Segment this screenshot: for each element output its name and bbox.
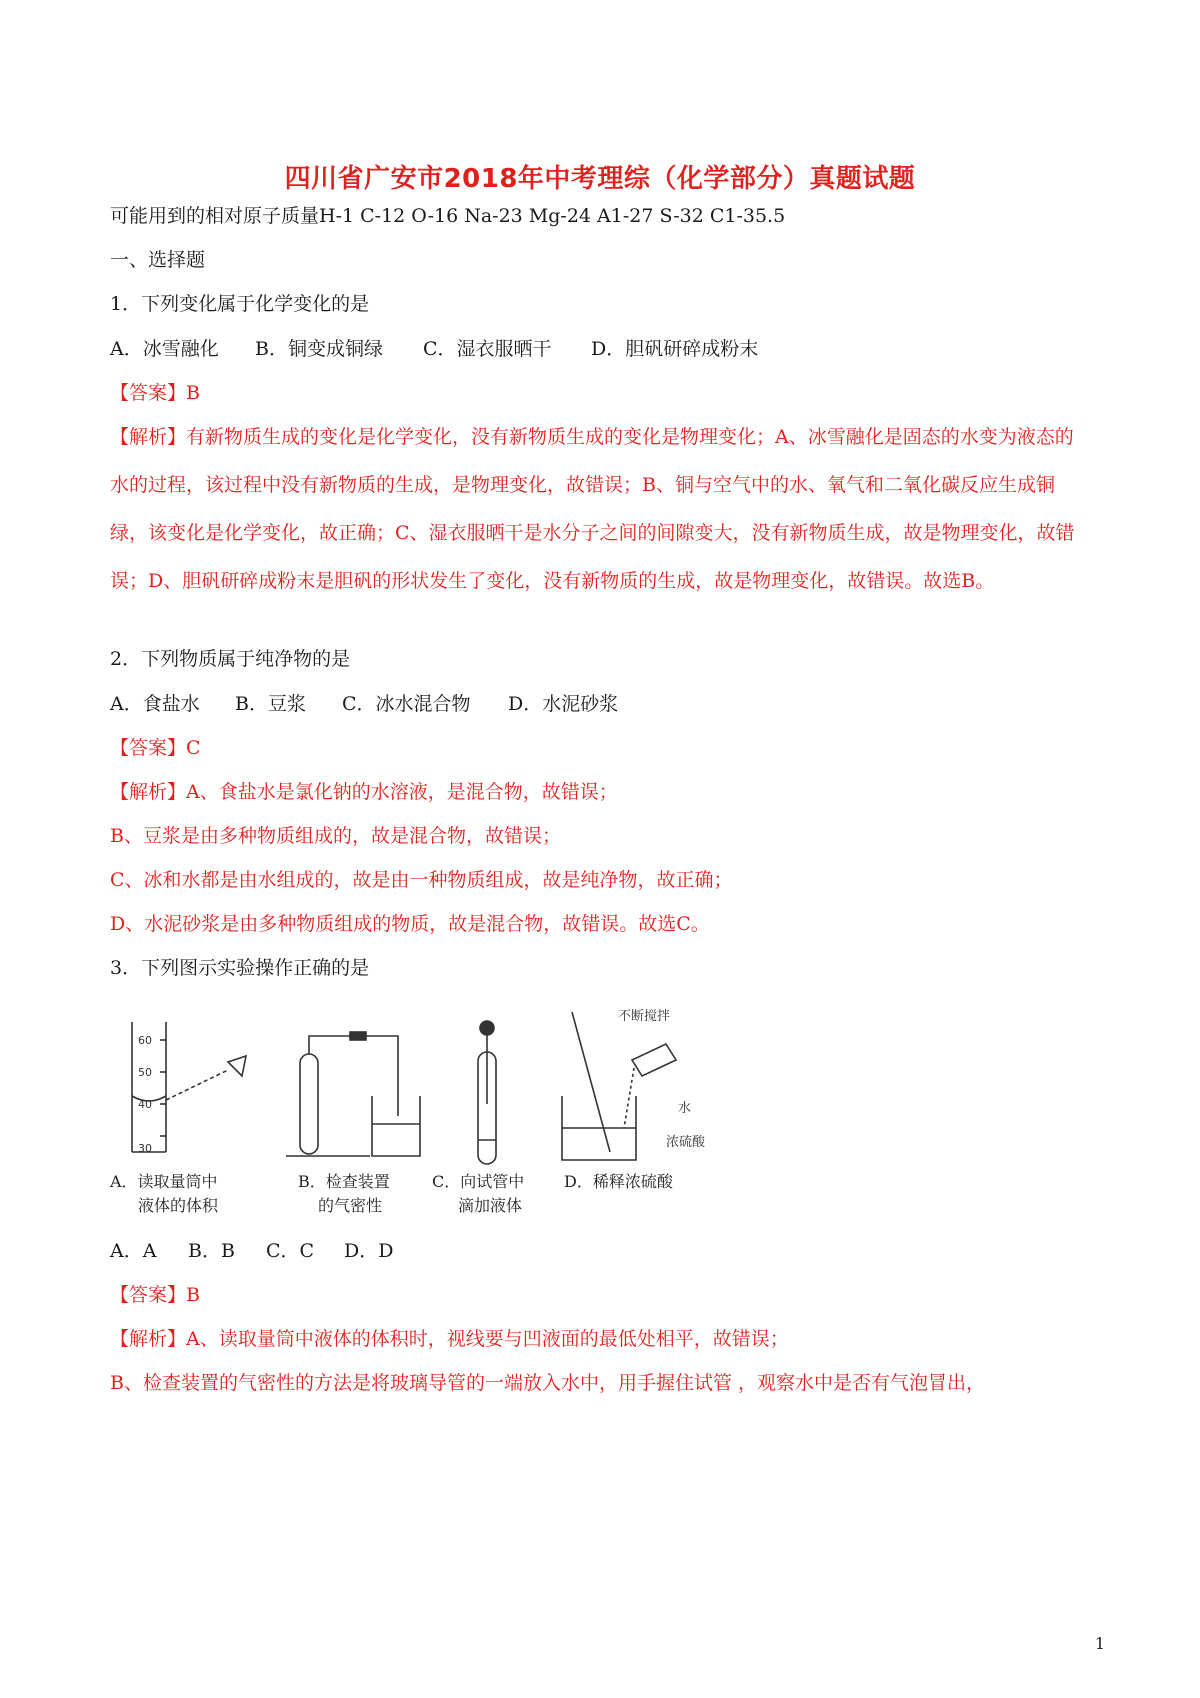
rubber-joint [350, 1032, 366, 1040]
scale-label: 60 [138, 1034, 152, 1047]
caption-b: B．检查装置 的气密性 [298, 1172, 390, 1215]
q1-option-c: C．湿衣服晒干 [423, 338, 552, 360]
question-2-analysis-line-3: C、冰和水都是由水组成的，故是由一种物质组成，故是纯净物，故正确； [110, 869, 733, 891]
section-heading: 一、选择题 [110, 249, 206, 271]
q2-option-b: B．豆浆 [235, 693, 306, 715]
q2-option-a: A．食盐水 [110, 693, 200, 715]
question-3-stem: 3．下列图示实验操作正确的是 [110, 957, 370, 979]
question-3-answer: 【答案】B [110, 1284, 200, 1306]
scale-label: 40 [138, 1098, 152, 1111]
dropper-bulb [480, 1021, 494, 1035]
q3-option-a: A．A [110, 1240, 157, 1262]
sight-line [166, 1070, 228, 1100]
eye-icon [228, 1056, 246, 1076]
acid-label: 浓硫酸 [666, 1135, 706, 1150]
q3-option-c: C．C [266, 1240, 315, 1262]
experiment-figure [110, 1000, 810, 1230]
q3-option-d: D．D [344, 1240, 394, 1262]
scale-label: 30 [138, 1142, 152, 1155]
glass-rod [572, 1012, 610, 1152]
question-1-stem: 1．下列变化属于化学变化的是 [110, 293, 370, 315]
question-1-options [110, 336, 1100, 362]
q1-option-d: D．胆矾研碎成粉末 [591, 338, 759, 360]
test-tube [300, 1054, 318, 1154]
atomic-masses-line: 可能用到的相对原子质量H-1 C-12 O-16 Na-23 Mg-24 A1-27 S-32 C1-35.5 [110, 205, 786, 227]
question-2-options [110, 691, 1100, 717]
q1-option-a: A．冰雪融化 [110, 338, 219, 360]
question-2-analysis-line-4: D、水泥砂浆是由多种物质组成的物质，故是混合物，故错误。故选C。 [110, 913, 710, 935]
scale-label: 50 [138, 1066, 152, 1079]
q2-option-c: C．冰水混合物 [342, 693, 471, 715]
caption-d: D．稀释浓硫酸 [564, 1172, 673, 1191]
caption-a: A．读取量筒中 液体的体积 [110, 1172, 219, 1215]
glass-tube [309, 1036, 398, 1116]
water-label: 水 [678, 1101, 692, 1116]
stir-label: 不断搅拌 [618, 1009, 671, 1024]
question-3-analysis-line-2: B、检查装置的气密性的方法是将玻璃导管的一端放入水中，用手握住试管 ，观察水中是否有气泡冒出， [110, 1372, 986, 1394]
question-2-answer: 【答案】C [110, 737, 201, 759]
question-2-analysis-line-2: B、豆浆是由多种物质组成的，故是混合物，故错误； [110, 825, 561, 847]
beaker [372, 1096, 420, 1156]
question-3-analysis-line-1: 【解析】A、读取量筒中液体的体积时，视线要与凹液面的最低处相平，故错误； [110, 1328, 789, 1350]
question-1-analysis: 【解析】有新物质生成的变化是化学变化，没有新物质生成的变化是物理变化；A、冰雪融化是固态的水变为液态的水的过程，该过程中没有新物质的生成，是物理变化，故错误；B、铜与空气中的水、氧气和二氧化碳反应生成铜绿，该变化是化学变化，故正确；C、湿衣服晒干是水分子之间的间隙变大，没有新物质生成，故是物理变化，故错误；D、胆矾研碎成粉末是胆矾的形状发生了变化，没有新物质的生成，故是物理变化，故错误。故选B。 [110, 426, 1075, 592]
q2-option-d: D．水泥砂浆 [508, 693, 619, 715]
page-number: 1 [1094, 1634, 1105, 1653]
question-1-answer: 【答案】B [110, 382, 200, 404]
question-2-stem: 2．下列物质属于纯净物的是 [110, 648, 351, 670]
experiment-illustration [110, 1000, 810, 1180]
caption-c: C．向试管中 滴加液体 [432, 1172, 525, 1215]
question-3-options [110, 1238, 1100, 1264]
q3-option-b: B．B [188, 1240, 235, 1262]
q1-option-b: B．铜变成铜绿 [255, 338, 383, 360]
reagent-bottle [632, 1044, 676, 1076]
page-title: 四川省广安市2018年中考理综（化学部分）真题试题 [284, 164, 916, 194]
question-2-analysis-line-1: 【解析】A、食盐水是氯化钠的水溶液，是混合物，故错误； [110, 781, 618, 803]
